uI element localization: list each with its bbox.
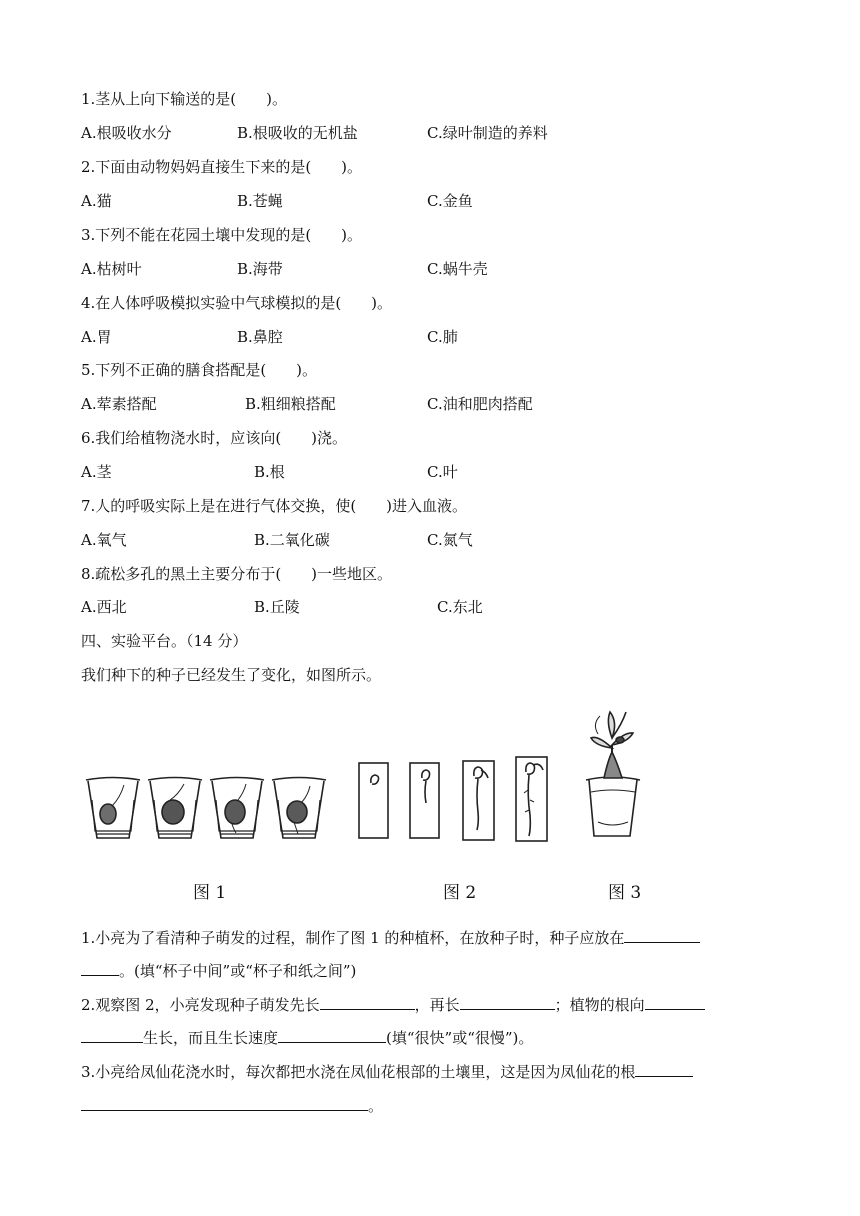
question-text: 7.人的呼吸实际上是在进行气体交换，使( )进入血液。 — [81, 497, 468, 515]
option-a: A.枯树叶 — [81, 260, 142, 278]
option-c: C.肺 — [427, 328, 458, 346]
option-c: C.东北 — [437, 598, 483, 616]
option-a: A.胃 — [81, 328, 112, 346]
option-b: B.根吸收的无机盐 — [237, 124, 358, 142]
answer-blank[interactable] — [81, 1026, 143, 1043]
option-c: C.绿叶制造的养料 — [427, 124, 548, 142]
option-c: C.氮气 — [427, 531, 473, 549]
subquestion-1 — [81, 926, 700, 948]
subquestion-2-text-b: ，再长 — [414, 996, 460, 1014]
option-a: A.猫 — [81, 192, 112, 210]
option-c: C.蜗牛壳 — [427, 260, 488, 278]
question-text: 1.茎从上向下输送的是( )。 — [81, 90, 288, 108]
question-text: 5.下列不正确的膳食搭配是( )。 — [81, 361, 318, 379]
answer-blank[interactable] — [81, 1094, 368, 1111]
option-b: B.鼻腔 — [237, 328, 283, 346]
option-b: B.粗细粮搭配 — [245, 395, 336, 413]
section-title: 四、实验平台。（14 分） — [81, 632, 248, 650]
subquestion-2 — [81, 993, 705, 1015]
option-c: C.金鱼 — [427, 192, 473, 210]
figure-1-caption: 图 1 — [193, 883, 227, 903]
subquestion-1-text-a: 1.小亮为了看清种子萌发的过程，制作了图 1 的种植杯，在放种子时，种子应放在 — [81, 929, 625, 947]
subquestion-2-continued — [81, 1026, 533, 1048]
question-text: 8.疏松多孔的黑土主要分布于( )一些地区。 — [81, 565, 393, 583]
subquestion-2-text-d: 生长，而且生长速度 — [143, 1029, 279, 1047]
answer-blank[interactable] — [81, 959, 119, 976]
subquestion-1-text-b: 。(填“杯子中间”或“杯子和纸之间”) — [119, 962, 357, 980]
strip-3 — [463, 761, 494, 840]
answer-blank[interactable] — [624, 926, 700, 943]
subquestion-2-text-e: (填“很快”或“很慢”)。 — [386, 1029, 534, 1047]
option-a: A.根吸收水分 — [81, 124, 172, 142]
subquestion-1-continued — [81, 959, 356, 981]
question-text: 2.下面由动物妈妈直接生下来的是( )。 — [81, 158, 363, 176]
option-b: B.丘陵 — [254, 598, 300, 616]
answer-blank[interactable] — [635, 1060, 693, 1077]
answer-blank[interactable] — [460, 993, 555, 1010]
answer-blank[interactable] — [645, 993, 705, 1010]
subquestion-3-text-b: 。 — [368, 1097, 384, 1115]
figure-2-caption: 图 2 — [443, 883, 477, 903]
question-text: 3.下列不能在花园土壤中发现的是( )。 — [81, 226, 363, 244]
question-text: 4.在人体呼吸模拟实验中气球模拟的是( )。 — [81, 294, 393, 312]
cup-2 — [148, 778, 202, 839]
option-b: B.苍蝇 — [237, 192, 283, 210]
cup-1 — [86, 778, 140, 839]
option-c: C.叶 — [427, 463, 458, 481]
strip-1 — [359, 763, 388, 838]
cup-4 — [272, 778, 326, 839]
subquestion-3-continued — [81, 1094, 383, 1116]
subquestion-3-text-a: 3.小亮给凤仙花浇水时，每次都把水浇在凤仙花根部的土壤里，这是因为凤仙花的根 — [81, 1063, 636, 1081]
figure-3-caption: 图 3 — [608, 883, 642, 903]
option-a: A.茎 — [81, 463, 112, 481]
subquestion-3 — [81, 1060, 693, 1082]
section-intro: 我们种下的种子已经发生了变化，如图所示。 — [81, 666, 382, 684]
subquestion-2-text-a: 2.观察图 2，小亮发现种子萌发先长 — [81, 996, 320, 1014]
potted-plant — [586, 712, 640, 836]
option-b: B.海带 — [237, 260, 283, 278]
option-a: A.荤素搭配 — [81, 395, 157, 413]
strip-4 — [516, 757, 547, 841]
answer-blank[interactable] — [278, 1026, 386, 1043]
cup-3 — [210, 778, 264, 839]
option-a: A.西北 — [81, 598, 127, 616]
option-c: C.油和肥肉搭配 — [427, 395, 533, 413]
option-a: A.氧气 — [81, 531, 127, 549]
question-text: 6.我们给植物浇水时，应该向( )浇。 — [81, 429, 348, 447]
option-b: B.根 — [254, 463, 285, 481]
subquestion-2-text-c: ；植物的根向 — [554, 996, 645, 1014]
option-b: B.二氧化碳 — [254, 531, 330, 549]
strip-2 — [410, 763, 439, 838]
answer-blank[interactable] — [320, 993, 415, 1010]
